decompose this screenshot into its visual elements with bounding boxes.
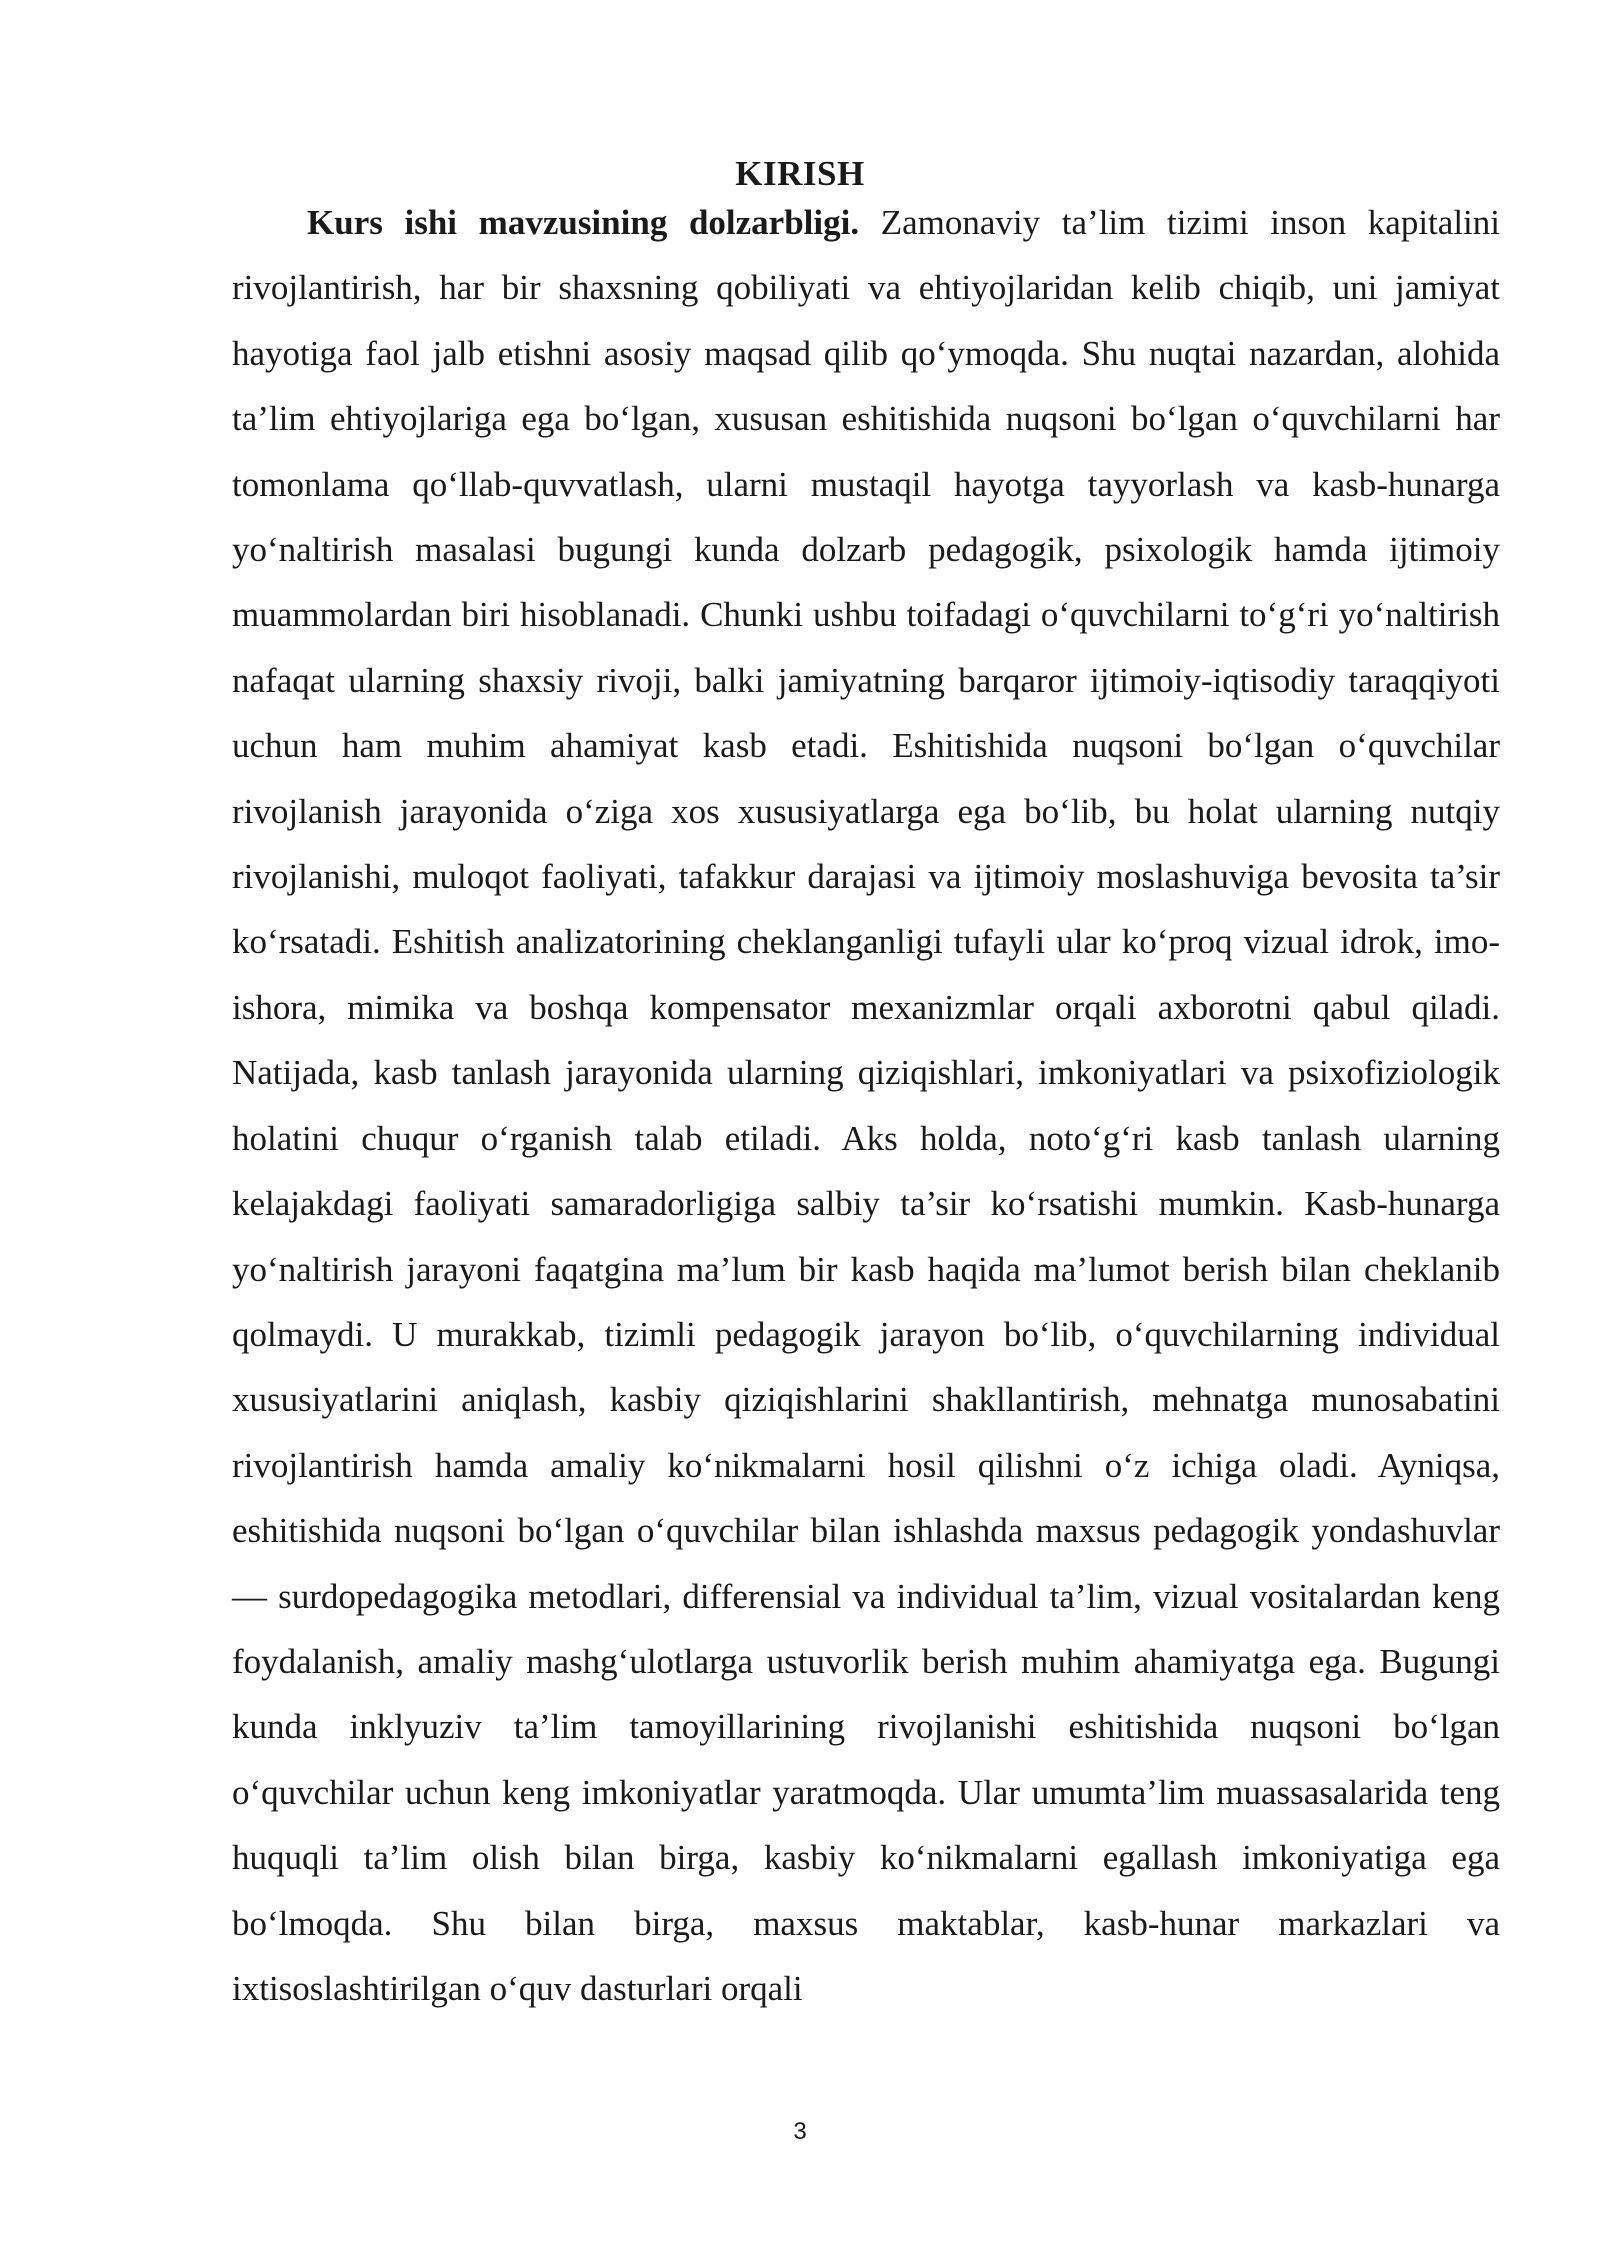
paragraph-text: Zamonaviy ta’lim tizimi inson kapitalini rivojlantirish, har bir shaxsning qobiliyati va ehtiyojlaridan kelib chiqib, uni jamiyat hayotiga faol jalb etishni asosiy maqsad qilib qo‘ymoqda. Shu nuqtai nazardan, alohida ta’lim ehtiyojlariga ega bo‘lgan, xususan eshitishida nuqsoni bo‘lgan o‘quvchilarni har tomonlama qo‘llab-quvvatlash, ularni mustaqil hayotga tayyorlash va kasb-hunarga yo‘naltirish masalasi bugungi kunda dolzarb pedagogik, psixologik hamda ijtimoiy muammolardan biri hisoblanadi. Chunki ushbu toifadagi o‘quvchilarni to‘g‘ri yo‘naltirish nafaqat ularning shaxsiy rivoji, balki jamiyatning barqaror ijtimoiy-iqtisodiy taraqqiyoti uchun ham muhim ahamiyat kasb etadi. Eshitishida nuqsoni bo‘lgan o‘quvchilar rivojlanish jarayonida o‘ziga xos xususiyatlarga ega bo‘lib, bu holat ularning nutqiy rivojlanishi, muloqot faoliyati, tafakkur darajasi va ijtimoiy moslashuviga bevosita ta’sir ko‘rsatadi. Eshitish analizatorining cheklanganligi tufayli ular ko‘proq vizual idrok, imo-ishora, mimika va boshqa kompensator mexanizmlar orqali axborotni qabul qiladi. Natijada, kasb tanlash jarayonida ularning qiziqishlari, imkoniyatlari va psixofiziologik holatini chuqur o‘rganish talab etiladi. Aks holda, noto‘g‘ri kasb tanlash ularning kelajakdagi faoliyati samaradorligiga salbiy ta’sir ko‘rsatishi mumkin. Kasb-hunarga yo‘naltirish jarayoni faqatgina ma’lum bir kasb haqida ma’lumot berish bilan cheklanib qolmaydi. U murakkab, tizimli pedagogik jarayon bo‘lib, o‘quvchilarning individual xususiyatlarini aniqlash, kasbiy qiziqishlarini shakllantirish, mehnatga munosabatini rivojlantirish hamda amaliy ko‘nikmalarni hosil qilishni o‘z ichiga oladi. Ayniqsa, eshitishida nuqsoni bo‘lgan o‘quvchilar bilan ishlashda maxsus pedagogik yondashuvlar — surdopedagogika metodlari, differensial va individual ta’lim, vizual vositalardan keng foydalanish, amaliy mashg‘ulotlarga ustuvorlik berish muhim ahamiyatga ega. Bugungi kunda inklyuziv ta’lim tamoyillarining rivojlanishi eshitishida nuqsoni bo‘lgan o‘quvchilar uchun keng imkoniyatlar yaratmoqda. Ular umumta’lim muassasalarida teng huquqli ta’lim olish bilan birga, kasbiy ko‘nikmalarni egallash imkoniyatiga ega bo‘lmoqda. Shu bilan birga, maxsus maktablar, kasb-hunar markazlari va ixtisoslashtirilgan o‘quv dasturlari orqali (232, 203, 1500, 2008)
page-number: 3 (793, 2118, 807, 2145)
body-paragraph (232, 190, 1500, 2021)
section-heading: KIRISH (735, 154, 865, 193)
paragraph-lead-title: Kurs ishi mavzusining dolzarbligi. (307, 203, 860, 242)
